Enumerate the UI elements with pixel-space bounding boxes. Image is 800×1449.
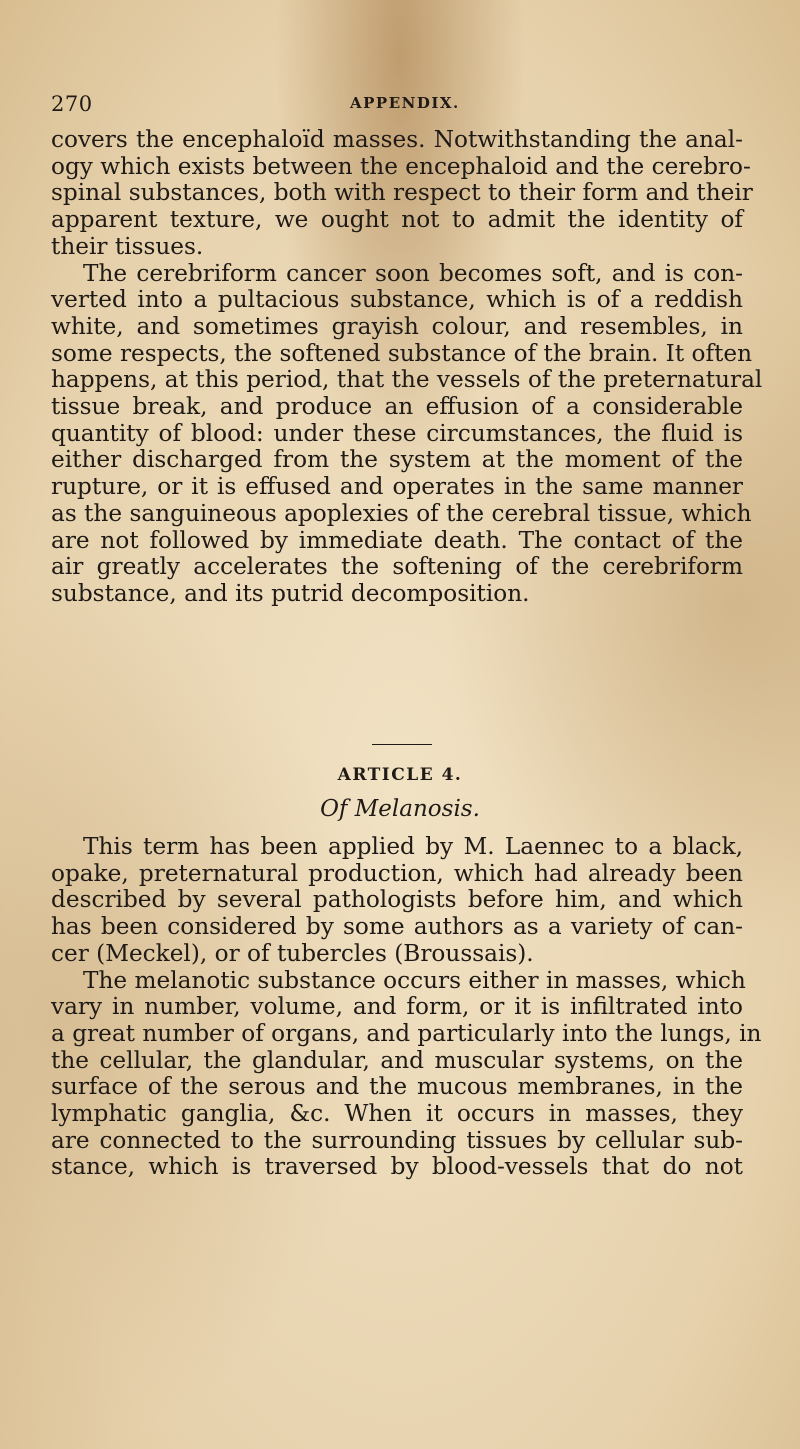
text-line: as the sanguineous apoplexies of the cerebral tissue, which (51, 499, 752, 527)
text-line: surface of the serous and the mucous membranes, in the (51, 1073, 743, 1101)
text-line: substance, and its putrid decomposition. (51, 579, 530, 607)
text-line: verted into a pultacious substance, which is of a reddish (51, 286, 743, 314)
text-line: white, and sometimes grayish colour, and resembles, in (51, 312, 743, 340)
page-number: 270 (51, 92, 93, 116)
running-head: APPENDIX. (350, 94, 460, 112)
text-line: stance, which is traversed by blood-vessels that do not (51, 1153, 743, 1181)
body-text-top (51, 126, 763, 608)
text-line: described by several pathologists before him, and which (51, 886, 743, 914)
text-line: happens, at this period, that the vessels of the preternatural (51, 366, 763, 394)
text-line: cer (Meckel), or of tubercles (Broussais). (51, 939, 534, 967)
text-line: are connected to the surrounding tissues by cellular sub- (51, 1126, 743, 1154)
text-line: vary in number, volume, and form, or it is infiltrated into (51, 993, 743, 1021)
text-line: rupture, or it is effused and operates in the same manner (51, 473, 743, 501)
text-line: either discharged from the system at the moment of the (51, 446, 743, 474)
text-line: The melanotic substance occurs either in masses, which (83, 966, 746, 994)
text-line: has been considered by some authors as a variety of can- (51, 913, 743, 941)
text-line: opake, preternatural production, which had already been (51, 859, 743, 887)
text-line: some respects, the softened substance of the brain. It often (51, 339, 753, 367)
text-line: ogy which exists between the encephaloid and the cerebro- (51, 152, 751, 180)
text-line: spinal substances, both with respect to their form and their (51, 179, 753, 207)
body-text-bottom (51, 833, 762, 1181)
text-line: The cerebriform cancer soon becomes soft, and is con- (83, 259, 743, 287)
text-line: air greatly accelerates the softening of the cerebriform (51, 553, 743, 581)
text-line: covers the encephaloïd masses. Notwithstanding the anal- (51, 126, 743, 153)
section-divider (372, 744, 432, 745)
article-heading: ARTICLE 4. (337, 765, 463, 785)
text-line: are not followed by immediate death. The contact of the (51, 526, 743, 554)
text-line: This term has been applied by M. Laennec to a black, (83, 833, 743, 860)
section-title: Of Melanosis. (320, 796, 480, 822)
text-line: tissue break, and produce an effusion of a considerable (51, 393, 743, 421)
page-header (0, 92, 800, 122)
text-line: their tissues. (51, 232, 204, 260)
text-line: apparent texture, we ought not to admit the identity of (51, 206, 743, 234)
text-line: lymphatic ganglia, &c. When it occurs in masses, they (51, 1100, 743, 1128)
text-line: the cellular, the glandular, and muscular systems, on the (51, 1046, 743, 1074)
text-line: a great number of organs, and particularly into the lungs, in (51, 1019, 762, 1047)
text-line: quantity of blood: under these circumstances, the fluid is (51, 419, 743, 447)
